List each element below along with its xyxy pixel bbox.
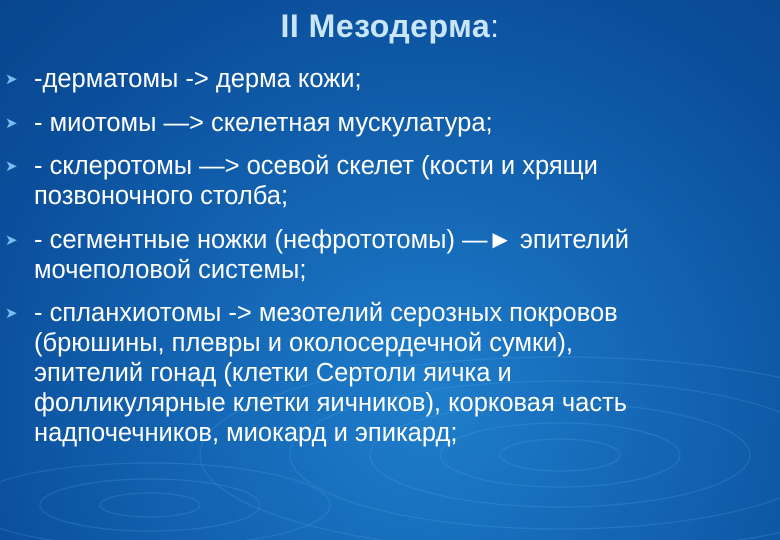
bullet-text-line: надпочечников, миокард и эпикард; — [34, 419, 458, 447]
bullet-item-dermatomes — [0, 64, 780, 94]
bullet-text-line: - склеротомы —> осевой скелет (кости и хрящи — [34, 152, 598, 180]
bullet-item-splanchnotomes — [0, 298, 780, 448]
bullet-text-line: эпителий гонад (клетки Сертоли яичка и — [34, 359, 512, 387]
bullet-item-sclerotomes — [0, 151, 780, 211]
bullet-text-line: - миотомы —> скелетная мускулатура; — [34, 108, 493, 137]
bullet-item-segmental-stalks — [0, 225, 780, 285]
arrow-bullet-icon: ➤ — [5, 231, 18, 249]
slide-title — [0, 8, 780, 45]
bullet-text-line: (брюшины, плевры и околосердечной сумки), — [34, 329, 573, 357]
arrow-bullet-icon: ➤ — [5, 158, 18, 175]
slide-title-text: II Мезодерма — [280, 8, 491, 44]
bullet-text-line: -дерматомы -> дерма кожи; — [34, 65, 362, 93]
arrow-bullet-icon: ➤ — [5, 305, 18, 322]
bullet-text-line: мочеполовой системы; — [34, 255, 307, 284]
bullet-text-line: - сегментные ножки (нефрототомы) —► эпителий — [34, 225, 630, 254]
bullet-text-line: - спланхиотомы -> мезотелий серозных покровов — [34, 299, 618, 327]
bullet-text-line: позвоночного столба; — [34, 182, 289, 210]
bullet-list — [0, 64, 780, 462]
slide-title-colon: : — [490, 8, 500, 44]
arrow-bullet-icon: ➤ — [5, 71, 18, 88]
arrow-bullet-icon: ➤ — [5, 114, 18, 132]
bullet-text-line: фолликулярные клетки яичников), корковая часть — [34, 389, 628, 417]
bullet-item-myotomes — [0, 108, 780, 138]
